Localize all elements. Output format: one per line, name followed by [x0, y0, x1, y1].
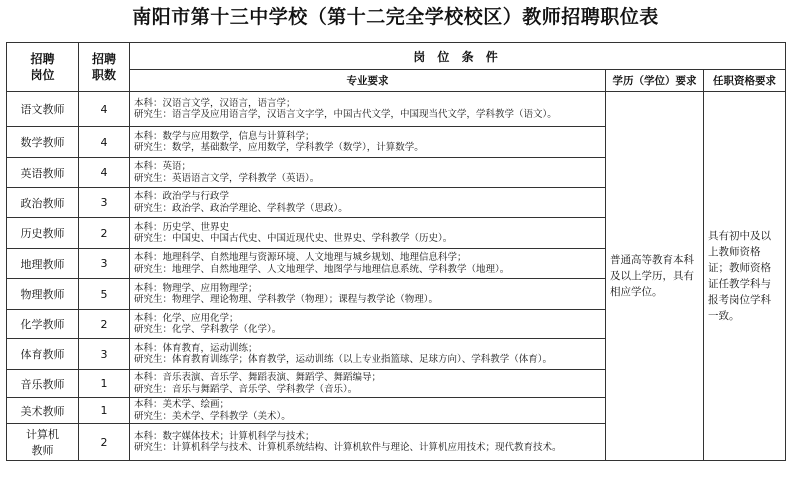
header-position: 招聘 岗位	[7, 43, 79, 92]
undergrad-majors: 本科：体育教育，运动训练；	[134, 342, 258, 354]
row-position: 历史教师	[7, 218, 79, 249]
row-position: 美术教师	[7, 398, 79, 424]
grad-majors: 研究生：物理学、理论物理、学科教学（物理）；课程与教学论（物理）。	[134, 294, 439, 305]
header-major: 专业要求	[130, 70, 606, 92]
row-major-requirements	[130, 370, 606, 398]
undergrad-majors: 本科：汉语言文学，汉语言，语言学；	[134, 97, 296, 109]
row-count: 2	[79, 218, 130, 249]
row-count: 4	[79, 92, 130, 127]
undergrad-majors: 本科：历史学、世界史	[134, 221, 230, 233]
row-major-requirements	[130, 279, 606, 310]
undergrad-majors: 本科：音乐表演、音乐学、舞蹈表演、舞蹈学、舞蹈编导；	[134, 372, 382, 383]
row-major-requirements	[130, 249, 606, 279]
undergrad-majors: 本科：美术学、绘画；	[134, 399, 230, 410]
row-position: 化学教师	[7, 310, 79, 339]
row-position: 语文教师	[7, 92, 79, 127]
row-count: 4	[79, 158, 130, 188]
row-position: 物理教师	[7, 279, 79, 310]
row-position: 地理教师	[7, 249, 79, 279]
row-count: 1	[79, 370, 130, 398]
grad-majors: 研究生：音乐与舞蹈学、音乐学、学科教学（音乐）。	[134, 383, 358, 395]
grad-majors: 研究生：数学，基础数学，应用数学，学科教学（数学），计算数学。	[134, 142, 424, 153]
row-count: 3	[79, 249, 130, 279]
grad-majors: 研究生：美术学、学科教学（美术）。	[134, 410, 291, 422]
row-major-requirements	[130, 127, 606, 158]
qualification-requirement: 具有初中及以上教师资格证；教师资格证任教学科与报考岗位学科一致。	[704, 92, 786, 461]
row-count: 3	[79, 339, 130, 370]
undergrad-majors: 本科：地理科学、自然地理与资源环境、人文地理与城乡规划、地理信息科学；	[134, 252, 467, 263]
header-qualification: 任职资格要求	[704, 70, 786, 92]
header-conditions: 岗 位 条 件	[130, 43, 786, 70]
row-count: 5	[79, 279, 130, 310]
row-position: 数学教师	[7, 127, 79, 158]
recruitment-table	[6, 42, 786, 461]
row-position: 音乐教师	[7, 370, 79, 398]
header-degree: 学历（学位）要求	[606, 70, 704, 92]
grad-majors: 研究生：政治学、政治学理论、学科教学（思政）。	[134, 202, 348, 214]
undergrad-majors: 本科：数字媒体技术；计算机科学与技术；	[134, 430, 315, 442]
row-major-requirements	[130, 339, 606, 370]
grad-majors: 研究生：地理学、自然地理学、人文地理学、地图学与地理信息系统、学科教学（地理）。	[134, 263, 510, 275]
row-major-requirements	[130, 310, 606, 339]
row-major-requirements	[130, 188, 606, 218]
row-count: 3	[79, 188, 130, 218]
undergrad-majors: 本科：数学与应用数学，信息与计算科学；	[134, 130, 315, 142]
row-count: 2	[79, 424, 130, 461]
grad-majors: 研究生：计算机科学与技术、计算机系统结构、计算机软件与理论、计算机应用技术；现代教育技术。	[134, 442, 562, 453]
undergrad-majors: 本科：英语；	[134, 161, 192, 172]
row-position: 英语教师	[7, 158, 79, 188]
header-count: 招聘 职数	[79, 43, 130, 92]
row-count: 2	[79, 310, 130, 339]
grad-majors: 研究生：化学、学科教学（化学）。	[134, 324, 282, 335]
row-major-requirements	[130, 92, 606, 127]
degree-requirement: 普通高等教育本科及以上学历，具有相应学位。	[606, 92, 704, 461]
undergrad-majors: 本科：物理学、应用物理学；	[134, 282, 258, 294]
page-title: 南阳市第十三中学校（第十二完全学校校区）教师招聘职位表	[132, 6, 659, 28]
grad-majors: 研究生：语言学及应用语言学，汉语言文字学，中国古代文学，中国现当代文学，学科教学（语文）。	[134, 109, 557, 120]
grad-majors: 研究生：体育教育训练学；体育教学，运动训练（以上专业指篮球、足球方向）、学科教学（体育）。	[134, 354, 553, 365]
row-position: 计算机 教师	[7, 424, 79, 461]
row-major-requirements	[130, 424, 606, 461]
row-major-requirements	[130, 218, 606, 249]
grad-majors: 研究生：中国史、中国古代史、中国近现代史、世界史、学科教学（历史）。	[134, 233, 453, 244]
grad-majors: 研究生：英语语言文学，学科教学（英语）。	[134, 172, 320, 184]
row-position: 政治教师	[7, 188, 79, 218]
row-count: 4	[79, 127, 130, 158]
row-position: 体育教师	[7, 339, 79, 370]
undergrad-majors: 本科：化学、应用化学；	[134, 312, 239, 324]
undergrad-majors: 本科：政治学与行政学	[134, 191, 230, 202]
row-major-requirements	[130, 158, 606, 188]
row-major-requirements	[130, 398, 606, 424]
table-row	[7, 92, 786, 127]
row-count: 1	[79, 398, 130, 424]
